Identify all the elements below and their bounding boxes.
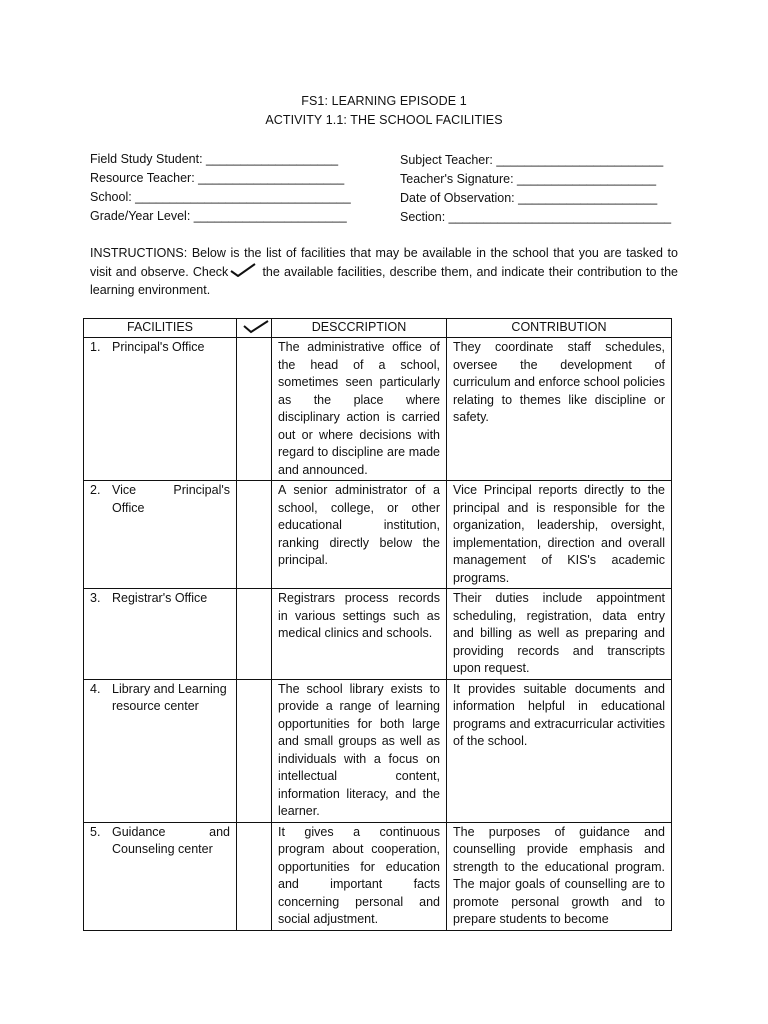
- check-cell[interactable]: [237, 822, 272, 930]
- check-cell[interactable]: [237, 589, 272, 680]
- facility-name: Registrar's Office: [112, 591, 208, 605]
- facility-cell: [84, 589, 237, 680]
- table-row: [84, 338, 672, 481]
- facility-cell: [84, 338, 237, 481]
- description-cell[interactable]: The administrative office of the head of a school, sometimes seen particularly as the place where disciplinary action is carried out or where decisions with regard to discipline are made and announced.: [272, 338, 447, 481]
- info-right-block: [400, 151, 671, 227]
- facility-number: 5.: [90, 824, 101, 839]
- header-description: DESCCRIPTION: [272, 319, 447, 338]
- contribution-cell[interactable]: It provides suitable documents and information helpful in educational programs and extracurricular activities of the school.: [447, 679, 672, 822]
- header-contribution: CONTRIBUTION: [447, 319, 672, 338]
- facility-cell: [84, 822, 237, 930]
- instructions-text-after: the available facilities, describe them, and indicate their contribution to the learning environment.: [90, 264, 678, 297]
- facility-name: Guidance and Counseling center: [112, 824, 230, 856]
- resource-teacher-field[interactable]: Resource Teacher: _____________________: [90, 171, 345, 185]
- table-row: [84, 822, 672, 930]
- description-cell[interactable]: Registrars process records in various settings such as medical clinics and schools.: [272, 589, 447, 680]
- grade-year-level-field[interactable]: Grade/Year Level: ______________________: [90, 209, 347, 223]
- facility-name: Vice Principal's Office: [112, 483, 230, 515]
- description-cell[interactable]: A senior administrator of a school, college, or other educational institution, ranking directly below the principal.: [272, 481, 447, 589]
- table-header-row: [84, 319, 672, 338]
- field-study-student-field[interactable]: Field Study Student: ___________________: [90, 152, 339, 166]
- checkmark-icon: [230, 263, 256, 277]
- table-row: [84, 679, 672, 822]
- facility-number: 3.: [90, 591, 101, 605]
- activity-title: ACTIVITY 1.1: THE SCHOOL FACILITIES: [265, 113, 503, 127]
- date-of-observation-field[interactable]: Date of Observation: ____________________: [400, 191, 658, 205]
- header-check: [237, 319, 272, 338]
- teacher-signature-field[interactable]: Teacher's Signature: ____________________: [400, 172, 657, 186]
- check-cell[interactable]: [237, 338, 272, 481]
- facility-number: 4.: [90, 681, 101, 696]
- section-field[interactable]: Section: ________________________________: [400, 210, 672, 224]
- check-cell[interactable]: [237, 481, 272, 589]
- facility-cell: [84, 679, 237, 822]
- table-row: [84, 481, 672, 589]
- facility-number: 2.: [90, 483, 101, 497]
- school-field[interactable]: School: _______________________________: [90, 190, 351, 204]
- table-row: [84, 589, 672, 680]
- description-cell[interactable]: It gives a continuous program about cooperation, opportunities for education and important facts concerning personal and social adjustment.: [272, 822, 447, 930]
- instructions-text-before: Below is the list of facilities that may be available in the school that you are tasked to visit and observe. Check: [90, 246, 678, 279]
- contribution-cell[interactable]: They coordinate staff schedules, oversee the development of curriculum and enforce school policies relating to themes like discipline or safety.: [447, 338, 672, 481]
- document-title: FS1: LEARNING EPISODE 1: [301, 94, 467, 108]
- facility-name: Library and Learning resource center: [112, 681, 227, 713]
- check-cell[interactable]: [237, 679, 272, 822]
- contribution-cell[interactable]: Their duties include appointment scheduling, registration, data entry and billing as well as preparing and providing records and transcripts upon request.: [447, 589, 672, 680]
- subject-teacher-field[interactable]: Subject Teacher: ________________________: [400, 153, 664, 167]
- contribution-cell[interactable]: The purposes of guidance and counselling provide emphasis and strength to the educational program. The major goals of counselling are to promote personal growth and to prepare students to become: [447, 822, 672, 930]
- facility-name: Principal's Office: [112, 340, 205, 354]
- contribution-cell[interactable]: Vice Principal reports directly to the principal and is responsible for the organization, leadership, oversight, implementation, direction and overall management of KIS's academic programs.: [447, 481, 672, 589]
- instructions-paragraph: [90, 244, 678, 300]
- facilities-table: [83, 318, 672, 931]
- info-left-block: [90, 150, 351, 226]
- instructions-label: INSTRUCTIONS:: [90, 246, 188, 260]
- description-cell[interactable]: The school library exists to provide a range of learning opportunities for both large and small groups as well as individuals with a focus on intellectual content, information literacy, and the learner.: [272, 679, 447, 822]
- checkmark-icon: [243, 320, 269, 334]
- facility-cell: [84, 481, 237, 589]
- header-facilities: FACILITIES: [84, 319, 237, 338]
- facility-number: 1.: [90, 340, 101, 354]
